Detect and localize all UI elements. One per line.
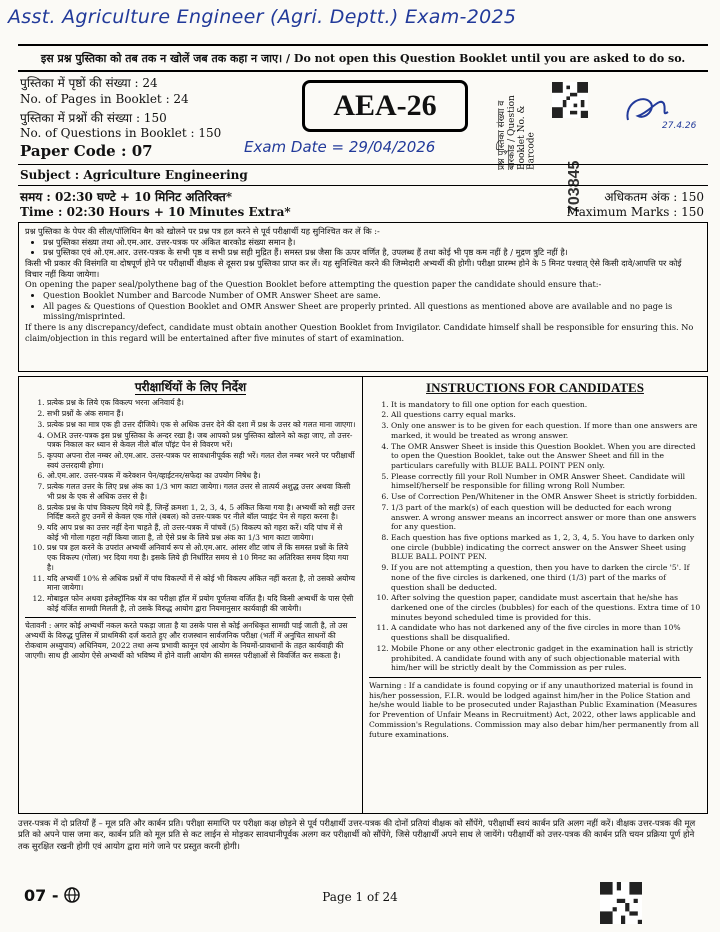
do-not-open-banner: इस प्रश्न पुस्तिका को तब तक न खोलें जब तक कहा न जाए। / Do not open this Question Booklet until you are asked to do so. — [18, 44, 708, 72]
notice-english-end: If there is any discrepancy/defect, candidate must obtain another Question Booklet from Invigilator. Candidate himself shall be responsible for ensuring this. No claim/objection in this regard will be entertained after five minutes of start of examination. — [25, 321, 694, 343]
list-item: 12. मोबाइल फोन अथवा इलेक्ट्रॉनिक यंत्र का परीक्षा हॉल में प्रयोग पूर्णतया वर्जित है। यदि किसी अभ्यर्थी के पास ऐसी कोई वर्जित सामग्री मिलती है, तो उसके विरुद्ध आयोग द्वारा नियमानुसार कार्यवाही की जायेगी। — [47, 594, 356, 613]
notice-english-intro: On opening the paper seal/polythene bag of the Question Booklet before attempting the question paper the candidate should ensure that:- — [25, 279, 602, 290]
questions-count-english: No. of Questions in Booklet : 150 — [20, 126, 222, 140]
time-english: Time : 02:30 Hours + 10 Minutes Extra* — [20, 205, 291, 219]
list-item: 2. सभी प्रश्नों के अंक समान हैं। — [47, 409, 356, 419]
hindi-warning: चेतावनी : अगर कोई अभ्यर्थी नकल करते पकड़ा जाता है या उसके पास से कोई अनधिकृत सामग्री पाई जाती है, तो उस अभ्यर्थी के विरुद्ध पुलिस में प्राथमिकी दर्ज कराते हुए और राजस्थान सार्वजनिक परीक्षा (भर्ती में अनुचित साधनों की रोकथाम अध्युपाय) अधिनियम, 2022 तथा अन्य प्रभावी कानून एवं आयोग के नियमों-प्रावधानों के तहत कार्यवाही की जाएगी। साथ ही आयोग ऐसे अभ्यर्थी को भविष्य में होने वाली आयोग की समस्त परीक्षाओं से विवर्जित कर सकता है। — [25, 617, 356, 660]
list-item: 2. All questions carry equal marks. — [391, 410, 701, 420]
time-hindi: समय : 02:30 घण्टे + 10 मिनिट अतिरिक्त* — [20, 190, 232, 204]
booklet-barcode-label: प्रश्न पुस्तिका संख्या व बारकोड / Question Booklet No. & Barcode — [497, 95, 537, 170]
list-item: 11. A candidate who has not darkened any of the five circles in more than 10% questions shall be disqualified. — [391, 623, 701, 642]
pages-count-hindi: पुस्तिका में पृष्ठों की संख्या : 24 — [20, 76, 158, 90]
notice-english-bullet: • Question Booklet Number and Barcode Number of OMR Answer Sheet are same. — [43, 290, 701, 301]
list-item: 9. If you are not attempting a question, then you have to darken the circle '5'. If none of the five circles is darkened, one third (1/3) part of the marks of question shall be deducted. — [391, 563, 701, 592]
english-warning: Warning : If a candidate is found copying or if any unauthorized material is found in his/her possession, F.I.R. would be lodged against him/her in the Police Station and he/she would liable to be prosecuted under Rajasthan Public Examination (Measures for Prevention of Unfair Means in Recruitment) Act, 2022, other laws applicable and Commission's Regulations. Commission may also debar him/her permanently from all future examinations. — [369, 677, 701, 739]
english-instructions — [363, 377, 707, 813]
page-number: Page 1 of 24 — [322, 890, 398, 904]
qr-code-icon — [600, 882, 642, 924]
hindi-instructions-heading: परीक्षार्थियों के लिए निर्देश — [134, 380, 247, 394]
time-row-hindi — [20, 188, 704, 205]
invigilator-signature — [620, 86, 697, 136]
footer-code-text: 07 - — [24, 886, 59, 905]
english-instructions-heading: INSTRUCTIONS FOR CANDIDATES — [426, 380, 644, 395]
max-marks-hindi: अधिकतम अंक : 150 — [604, 190, 704, 204]
list-item: 3. Only one answer is to be given for each question. If more than one answers are marked, it would be treated as wrong answer. — [391, 421, 701, 440]
paper-code: Paper Code : 07 — [20, 142, 153, 160]
list-item: 4. OMR उत्तर-पत्रक इस प्रश्न पुस्तिका के अन्दर रखा है। जब आपको प्रश्न पुस्तिका खोलने को कहा जाए, तो उत्तर-पत्रक निकाल कर ध्यान से केवल नीले बॉल पॉइंट पेन से विवरण भरें। — [47, 431, 356, 450]
list-item: 1. प्रत्येक प्रश्न के लिये एक विकल्प भरना अनिवार्य है। — [47, 398, 356, 408]
max-marks-english: Maximum Marks : 150 — [566, 205, 704, 219]
list-item: 5. Please correctly fill your Roll Number in OMR Answer Sheet. Candidate will himself/herself be responsible for filling wrong Roll Number. — [391, 472, 701, 491]
pages-count-english: No. of Pages in Booklet : 24 — [20, 92, 189, 106]
list-item: 7. प्रत्येक गलत उत्तर के लिए प्रश्न अंक का 1/3 भाग काटा जायेगा। गलत उत्तर से तात्पर्य अशुद्ध उत्तर अथवा किसी भी प्रश्न के एक से अधिक उत्तर से है। — [47, 482, 356, 501]
subject: Subject : Agriculture Engineering — [20, 168, 248, 182]
notice-hindi-bullet: • प्रश्न पुस्तिका संख्या तथा ओ.एम.आर. उत्तर-पत्रक पर अंकित बारकोड संख्या समान है। — [43, 237, 701, 248]
list-item: 5. कृपया अपना रोल नम्बर ओ.एम.आर. उत्तर-पत्रक पर सावधानीपूर्वक सही भरें। गलत रोल नम्बर भरने पर परीक्षार्थी स्वयं उत्तरदायी होगा। — [47, 451, 356, 470]
list-item: 11. यदि अभ्यर्थी 10% से अधिक प्रश्नों में पांच विकल्पों में से कोई भी विकल्प अंकित नहीं करता है, तो उसको अयोग्य माना जायेगा। — [47, 574, 356, 593]
list-item: 8. प्रत्येक प्रश्न के पांच विकल्प दिये गये हैं, जिन्हें क्रमशः 1, 2, 3, 4, 5 अंकित किया गया है। अभ्यर्थी को सही उत्तर निर्दिष्ट करते हुए उनमें से केवल एक गोले (बबल) को उत्तर-पत्रक पर नीले बॉल प्वाइंट पेन से गहरा करना है। — [47, 503, 356, 522]
list-item: 1. It is mandatory to fill one option for each question. — [391, 400, 701, 410]
signature-date: 27.4.26 — [662, 121, 697, 131]
questions-count-hindi: पुस्तिका में प्रश्नों की संख्या : 150 — [20, 111, 167, 125]
handwritten-exam-date: Exam Date = 29/04/2026 — [244, 138, 436, 156]
list-item: 3. प्रत्येक प्रश्न का मात्र एक ही उत्तर दीजिये। एक से अधिक उत्तर देने की दशा में प्रश्न के उत्तर को गलत माना जाएगा। — [47, 420, 356, 430]
booklet-serial-number: 703845 — [566, 160, 583, 214]
list-item: 6. ओ.एम.आर. उत्तर-पत्रक में करेक्शन पेन/व्हाईटनर/सफेदा का उपयोग निषेध है। — [47, 471, 356, 481]
list-item: 8. Each question has five options marked as 1, 2, 3, 4, 5. You have to darken only one circle (bubble) indicating the correct answer on the Answer Sheet using BLUE BALL POINT PEN. — [391, 533, 701, 562]
list-item: 10. प्रश्न पत्र हल करने के उपरांत अभ्यर्थी अनिवार्य रूप से ओ.एम.आर. आंसर शीट जांच लें कि समस्त प्रश्नों के लिये एक विकल्प (गोला) भर दिया गया है। इसके लिये ही निर्धारित समय से 10 मिनट का अतिरिक्त समय दिया गया है। — [47, 543, 356, 572]
list-item: 4. The OMR Answer Sheet is inside this Question Booklet. When you are directed to open the Question Booklet, take out the Answer Sheet and fill in the particulars carefully with BLUE BALL POINT PEN only. — [391, 442, 701, 471]
notice-english-bullet: • All pages & Questions of Question Booklet and OMR Answer Sheet are properly printed. All questions as mentioned above are available and no page is missing/misprinted. — [43, 301, 701, 322]
list-item: 9. यदि आप प्रश्न का उत्तर नहीं देना चाहते हैं, तो उत्तर-पत्रक में पांचवें (5) विकल्प को गहरा करें। यदि पांच में से कोई भी गोला गहरा नहीं किया जाता है, तो ऐसे प्रश्न के लिये प्रश्न अंक का 1/3 भाग काटा जायेगा। — [47, 523, 356, 542]
instructions-section — [18, 376, 708, 814]
hindi-instructions-list — [25, 398, 356, 613]
seal-opening-notice — [18, 222, 708, 372]
list-item: 7. 1/3 part of the mark(s) of each question will be deducted for each wrong answer. A wrong answer means an incorrect answer or more than one answers for any question. — [391, 503, 701, 532]
qr-code-icon — [552, 82, 588, 118]
hindi-instructions — [19, 377, 363, 813]
english-instructions-list — [369, 400, 701, 673]
answer-sheet-copy-note: उत्तर-पत्रक में दो प्रतियाँ हैं – मूल प्रति और कार्बन प्रति। परीक्षा समाप्ति पर परीक्षा कक्ष छोड़ने से पूर्व परीक्षार्थी उत्तर-पत्रक की दोनों प्रतियां वीक्षक को सौंपेंगे, परीक्षार्थी स्वयं कार्बन प्रति अलग नहीं करें। वीक्षक उत्तर-पत्रक की मूल प्रति को अपने पास जमा कर, कार्बन प्रति को मूल प्रति से कट लाईन से मोड़कर सावधानीपूर्वक अलग कर परीक्षार्थी को सौंपेंगे, जिसे परीक्षार्थी अपने साथ ले जायेंगे। परीक्षार्थी को उत्तर-पत्रक की कार्बन प्रति चयन प्रक्रिया पूर्ण होने तक सुरक्षित रखनी होगी एवं आयोग द्वारा मांगे जाने पर प्रस्तुत करनी होगी। — [18, 818, 696, 851]
notice-hindi-intro: प्रश्न पुस्तिका के पेपर की सील/पॉलिथिन बैग को खोलने पर प्रश्न पत्र हल करने से पूर्व परीक्षार्थी यह सुनिश्चित कर लें कि :- — [25, 226, 380, 236]
list-item: 10. After solving the question paper, candidate must ascertain that he/she has darkened one of the circles (bubbles) for each of the questions. Extra time of 10 minutes beyond scheduled time is provided for this. — [391, 593, 701, 622]
notice-hindi-end: किसी भी प्रकार की विसंगति या दोषपूर्ण होने पर परीक्षार्थी वीक्षक से दूसरा प्रश्न पुस्तिका प्राप्त कर लें। यह सुनिश्चित करने की जिम्मेदारी अभ्यर्थी की होगी। परीक्षा प्रारम्भ होने के 5 मिनट पश्चात् ऐसे किसी दावे/आपत्ति पर कोई विचार नहीं किया जायेगा। — [25, 257, 682, 279]
time-row-english — [20, 205, 704, 219]
list-item: 12. Mobile Phone or any other electronic gadget in the examination hall is strictly prohibited. A candidate found with any of such objectionable material with him/her will be strictly dealt by the Commission as per rules. — [391, 644, 701, 673]
notice-hindi-bullet: • प्रश्न पुस्तिका एवं ओ.एम.आर. उत्तर-पत्रक के सभी पृष्ठ व सभी प्रश्न सही मुद्रित हैं। समस्त प्रश्न जैसा कि ऊपर वर्णित है, उपलब्ध हैं तथा कोई भी पृष्ठ कम नहीं है / मुद्रण त्रुटि नहीं है। — [43, 247, 701, 258]
handwritten-exam-title: Asst. Agriculture Engineer (Agri. Deptt.) Exam-2025 — [8, 6, 517, 28]
subject-row — [18, 164, 708, 186]
list-item: 6. Use of Correction Pen/Whitener in the OMR Answer Sheet is strictly forbidden. — [391, 492, 701, 502]
booklet-code-box: AEA-26 — [302, 80, 468, 132]
